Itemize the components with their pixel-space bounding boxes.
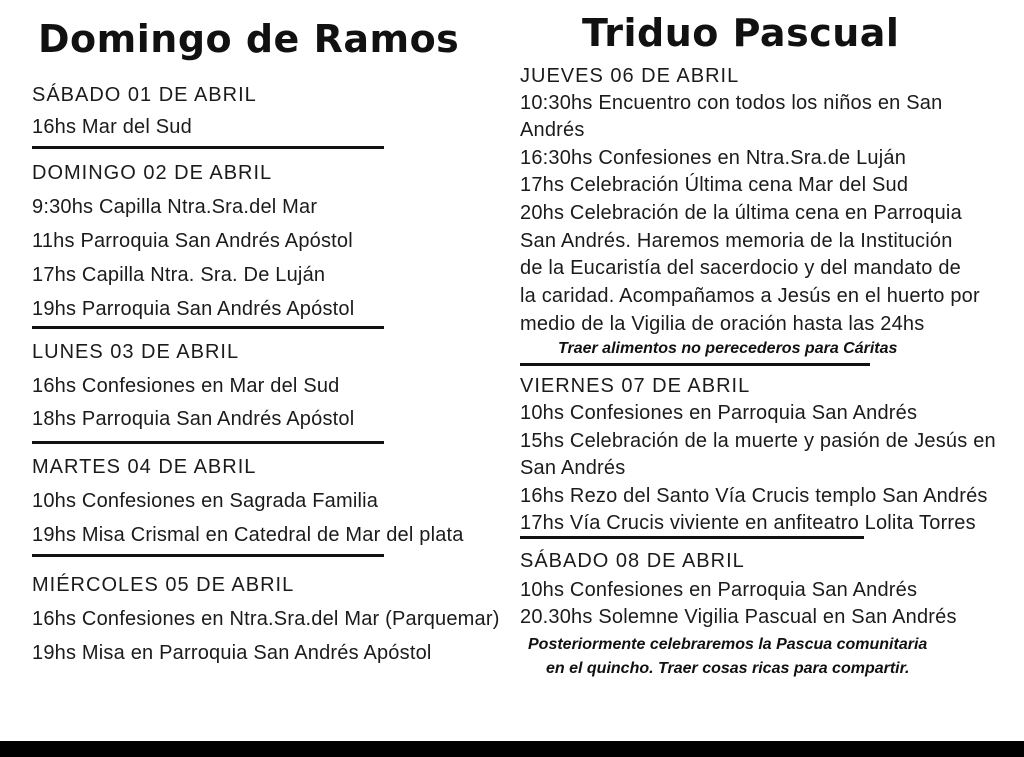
schedule-line: medio de la Vigilia de oración hasta las 24hs	[520, 313, 925, 335]
day-header: DOMINGO 02 DE ABRIL	[32, 162, 273, 184]
schedule-item: 18hs Parroquia San Andrés Apóstol	[32, 408, 355, 430]
day-header: MARTES 04 DE ABRIL	[32, 456, 257, 478]
schedule-line: 10hs Confesiones en Parroquia San Andrés	[520, 402, 918, 424]
bottom-border	[0, 741, 1024, 757]
divider	[32, 146, 384, 149]
schedule-item: 19hs Misa en Parroquia San Andrés Apóstol	[32, 642, 432, 664]
schedule-item: 16hs Mar del Sud	[32, 116, 192, 138]
day-header: MIÉRCOLES 05 DE ABRIL	[32, 574, 295, 596]
column-title: Domingo de Ramos	[38, 17, 460, 61]
closing-note-line: Posteriormente celebraremos la Pascua comunitaria	[528, 636, 928, 653]
schedule-line: 17hs Vía Crucis viviente en anfiteatro Lolita Torres	[520, 512, 976, 534]
schedule-line: de la Eucaristía del sacerdocio y del mandato de	[520, 257, 961, 279]
schedule-line: San Andrés. Haremos memoria de la Institución	[520, 230, 953, 252]
day-header: VIERNES 07 DE ABRIL	[520, 375, 751, 397]
schedule-item: 16hs Confesiones en Ntra.Sra.del Mar (Parquemar)	[32, 608, 500, 630]
caritas-note: Traer alimentos no perecederos para Cáritas	[558, 340, 898, 357]
day-header: LUNES 03 DE ABRIL	[32, 341, 240, 363]
column-title: Triduo Pascual	[582, 11, 900, 55]
schedule-item: 10hs Confesiones en Sagrada Familia	[32, 490, 379, 512]
divider	[32, 554, 384, 557]
schedule-line: 20hs Celebración de la última cena en Parroquia	[520, 202, 962, 224]
schedule-item: 9:30hs Capilla Ntra.Sra.del Mar	[32, 196, 318, 218]
schedule-line: 16:30hs Confesiones en Ntra.Sra.de Luján	[520, 147, 907, 169]
schedule-line: 10hs Confesiones en Parroquia San Andrés	[520, 579, 918, 601]
schedule-line: 15hs Celebración de la muerte y pasión de Jesús en	[520, 430, 996, 452]
schedule-line: San Andrés	[520, 457, 626, 479]
divider	[520, 536, 864, 539]
day-header: SÁBADO 01 DE ABRIL	[32, 84, 257, 106]
schedule-item: 11hs Parroquia San Andrés Apóstol	[32, 230, 353, 252]
divider	[32, 441, 384, 444]
schedule-line: 16hs Rezo del Santo Vía Crucis templo San Andrés	[520, 485, 988, 507]
schedule-line: 17hs Celebración Última cena Mar del Sud	[520, 174, 909, 196]
day-header: SÁBADO 08 DE ABRIL	[520, 550, 745, 572]
divider	[520, 363, 870, 366]
schedule-item: 17hs Capilla Ntra. Sra. De Luján	[32, 264, 326, 286]
schedule-line: Andrés	[520, 119, 585, 141]
closing-note-line: en el quincho. Traer cosas ricas para compartir.	[546, 660, 910, 677]
schedule-line: 10:30hs Encuentro con todos los niños en San	[520, 92, 943, 114]
schedule-line: 20.30hs Solemne Vigilia Pascual en San Andrés	[520, 606, 957, 628]
schedule-item: 16hs Confesiones en Mar del Sud	[32, 375, 340, 397]
divider	[32, 326, 384, 329]
schedule-line: la caridad. Acompañamos a Jesús en el huerto por	[520, 285, 980, 307]
schedule-item: 19hs Parroquia San Andrés Apóstol	[32, 298, 355, 320]
schedule-item: 19hs Misa Crismal en Catedral de Mar del plata	[32, 524, 464, 546]
day-header: JUEVES 06 DE ABRIL	[520, 65, 740, 87]
